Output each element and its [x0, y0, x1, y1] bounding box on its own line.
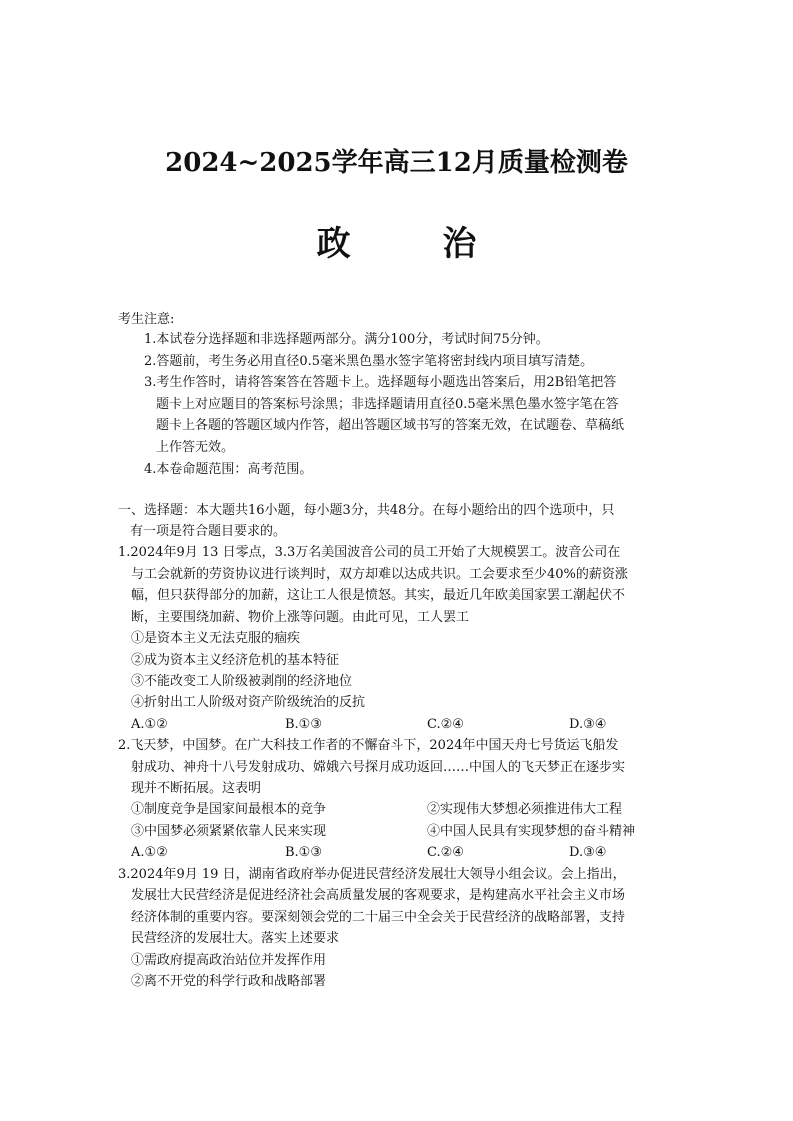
exam-title: 2024~2025学年高三12月质量检测卷 — [165, 148, 628, 178]
section-heading-cont: 有一项是符合题目要求的。 — [130, 524, 287, 539]
notice-item: 2.答题前，考生务必用直径0.5毫米黑色墨水签字笔将密封线内项目填写清楚。 — [144, 354, 594, 369]
q2-option-d[interactable]: D.③④ — [569, 845, 607, 860]
q3-stem: 发展壮大民营经济是促进经济社会高质量发展的客观要求，是构建高水平社会主义市场 — [131, 888, 626, 903]
q2-option-c[interactable]: C.②④ — [427, 845, 464, 860]
q1-option-d[interactable]: D.③④ — [569, 717, 607, 732]
section-heading: 一、选择题：本大题共16小题，每小题3分，共48分。在每小题给出的四个选项中，只 — [118, 503, 615, 518]
q2-option-b[interactable]: B.①③ — [285, 845, 322, 860]
q2-stem: 2.飞天梦，中国梦。在广大科技工作者的不懈奋斗下，2024年中国天舟七号货运飞船发 — [118, 738, 619, 753]
q1-statement: ②成为资本主义经济危机的基本特征 — [131, 653, 340, 668]
q1-statement: ④折射出工人阶级对资产阶级统治的反抗 — [131, 695, 366, 710]
q1-option-b[interactable]: B.①③ — [285, 717, 322, 732]
q1-stem: 幅，但只获得部分的加薪，这让工人很是愤怒。其实，最近几年欧美国家罢工潮起伏不 — [131, 588, 626, 603]
q3-stem: 民营经济的发展壮大。落实上述要求 — [131, 931, 340, 946]
q1-option-c[interactable]: C.②④ — [427, 717, 464, 732]
q1-statement: ③不能改变工人阶级被剥削的经济地位 — [131, 674, 353, 689]
q2-statement: ④中国人民具有实现梦想的奋斗精神 — [427, 824, 636, 839]
notice-item: 4.本卷命题范围：高考范围。 — [144, 462, 313, 477]
q3-stem: 经济体制的重要内容。要深刻领会党的二十届三中全会关于民营经济的战略部署，支持 — [131, 910, 626, 925]
q2-stem: 射成功、神舟十八号发射成功、嫦娥六号探月成功返回……中国人的飞天梦正在逐步实 — [131, 760, 626, 775]
q1-option-a[interactable]: A.①② — [131, 717, 168, 732]
q1-stem: 与工会就新的劳资协议进行谈判时，双方却难以达成共识。工会要求至少40%的薪资涨 — [131, 567, 628, 582]
q2-statement: ③中国梦必须紧紧依靠人民来实现 — [131, 824, 327, 839]
subject-title: 政 治 — [316, 224, 517, 264]
q3-statement: ②离不开党的科学行政和战略部署 — [131, 974, 327, 989]
q2-statement: ①制度竞争是国家间最根本的竞争 — [131, 802, 327, 817]
q2-option-a[interactable]: A.①② — [131, 845, 168, 860]
notice-item: 3.考生作答时，请将答案答在答题卡上。选择题每小题选出答案后，用2B铅笔把答 — [144, 375, 617, 390]
notice-item: 1.本试卷分选择题和非选择题两部分。满分100分，考试时间75分钟。 — [144, 332, 549, 347]
notice-item: 题卡上各题的答题区域内作答，超出答题区域书写的答案无效，在试题卷、草稿纸 — [156, 418, 625, 433]
q2-statement: ②实现伟大梦想必须推进伟大工程 — [427, 802, 623, 817]
q1-statement: ①是资本主义无法克服的痼疾 — [131, 631, 301, 646]
notice-item: 题卡上对应题目的答案标号涂黑；非选择题请用直径0.5毫米黑色墨水签字笔在答 — [156, 397, 619, 412]
notice-item: 上作答无效。 — [156, 440, 235, 455]
q1-stem: 1.2024年9月 13 日零点，3.3万名美国波音公司的员工开始了大规模罢工。波音公司在 — [118, 545, 621, 560]
notice-heading: 考生注意: — [118, 312, 175, 327]
q3-statement: ①需政府提高政治站位并发挥作用 — [131, 953, 327, 968]
q2-stem: 现并不断拓展。这表明 — [131, 781, 262, 796]
q1-stem: 断，主要围绕加薪、物价上涨等问题。由此可见，工人罢工 — [131, 610, 470, 625]
q3-stem: 3.2024年9月 19 日，湖南省政府举办促进民营经济发展壮大领导小组会议。会上指出， — [118, 867, 626, 882]
